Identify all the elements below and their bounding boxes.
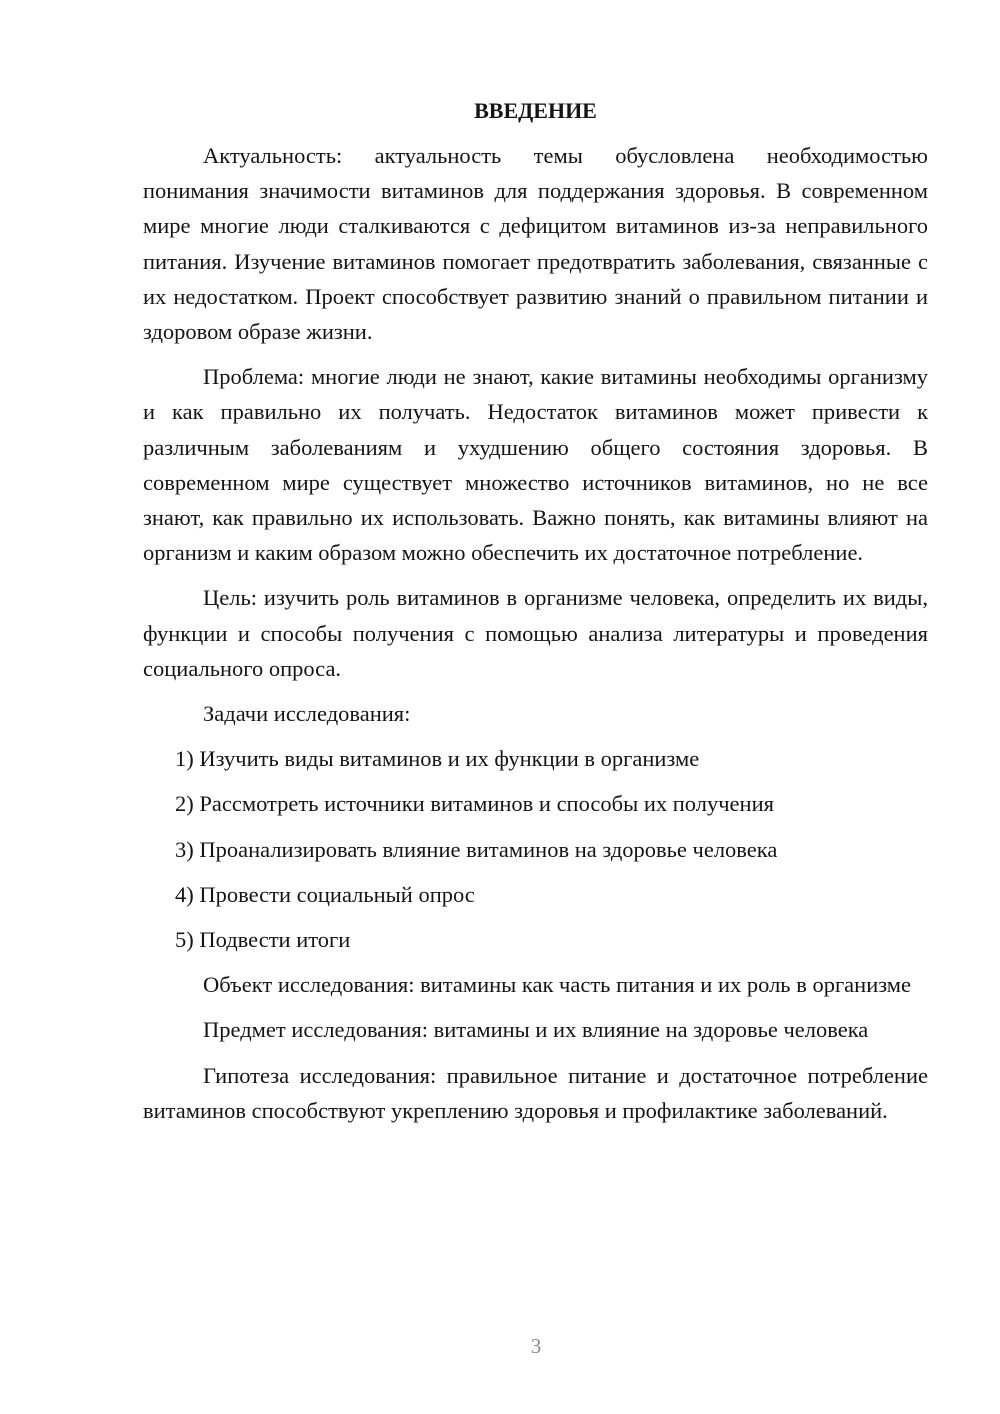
- hypothesis-paragraph: Гипотеза исследования: правильное питание и достаточное потребление витаминов способствуют укреплению здоровья и профилактике заболеваний.: [143, 1062, 928, 1123]
- tasks-title: Задачи исследования:: [203, 701, 411, 727]
- relevance-paragraph: Актуальность: актуальность темы обусловлена необходимостью понимания значимости витаминов для поддержания здоровья. В современном мире многие люди сталкиваются с дефицитом витаминов из-за неправильного питания. Изучение витаминов помогает предотвратить заболевания, связанные с их недостатком. Проект способствует развитию знаний о правильном питании и здоровом образе жизни.: [143, 143, 928, 345]
- page-number: 3: [530, 1334, 542, 1358]
- list-item: 1) Изучить виды витаминов и их функции в организме: [175, 746, 700, 772]
- goal-paragraph: Цель: изучить роль витаминов в организме человека, определить их виды, функции и способы получения с помощью анализа литературы и проведения социального опроса.: [143, 585, 928, 681]
- list-item: 2) Рассмотреть источники витаминов и способы их получения: [175, 791, 774, 817]
- list-item: 5) Подвести итоги: [175, 927, 351, 953]
- subject-paragraph: Предмет исследования: витамины и их влияние на здоровье человека: [203, 1017, 869, 1043]
- list-item: 4) Провести социальный опрос: [175, 881, 475, 907]
- tasks-list: [143, 741, 928, 957]
- object-paragraph: Объект исследования: витамины как часть питания и их роль в организме: [203, 972, 912, 998]
- problem-paragraph: Проблема: многие люди не знают, какие витамины необходимы организму и как правильно их получать. Недостаток витаминов может привести к различным заболеваниям и ухудшению общего состояния здоровья. В современном мире существует множество источников витаминов, но не все знают, как правильно их использовать. Важно понять, как витамины влияют на организм и каким образом можно обеспечить их достаточное потребление.: [143, 364, 928, 566]
- list-item: 3) Проанализировать влияние витаминов на здоровье человека: [175, 836, 778, 862]
- page-content: [143, 96, 928, 1138]
- page-title: ВВЕДЕНИЕ: [474, 98, 597, 123]
